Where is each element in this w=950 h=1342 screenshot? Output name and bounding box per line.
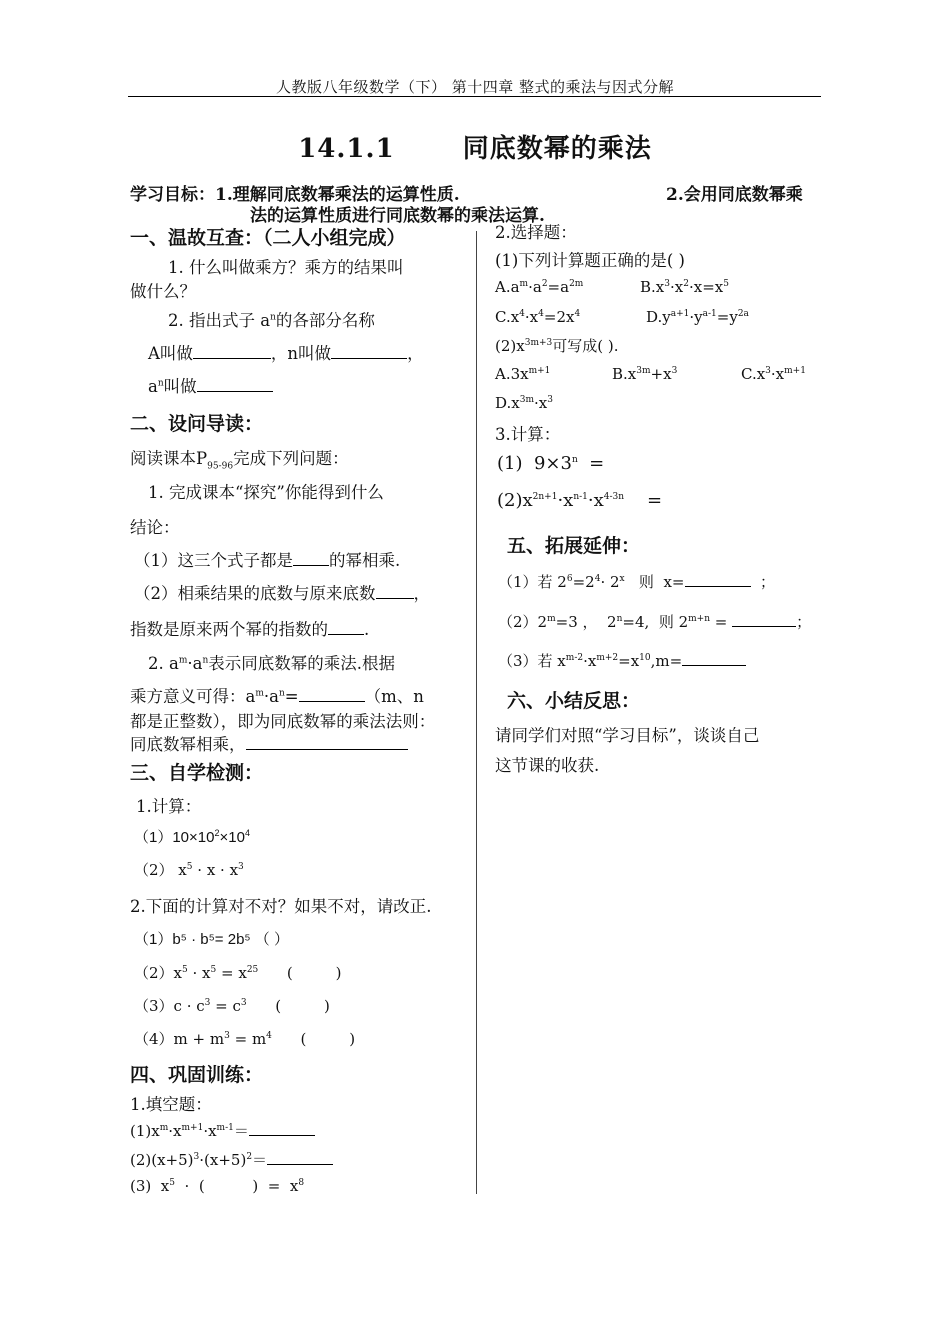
text-segment: · x · x [192, 861, 239, 879]
exponent: m+1 [181, 1123, 204, 1133]
blank-rule[interactable] [246, 735, 408, 750]
compute-heading: 3.计算： [495, 425, 561, 444]
conclusion-1 [134, 547, 400, 571]
exponent: 5 [182, 965, 188, 975]
review-fill-line2 [148, 373, 273, 397]
exponent: m+1 [528, 366, 551, 376]
exponent: n [278, 688, 285, 699]
text-segment: 可写成( ). [552, 337, 619, 355]
exponent: m [159, 1123, 169, 1133]
judge-1: （1）b⁵ · b⁵= 2b⁵ （ ） [134, 931, 289, 948]
text-segment: ； [750, 573, 776, 591]
exponent: 8 [298, 1178, 305, 1188]
exponent: 2a [737, 309, 749, 319]
exponent: 10 [639, 653, 651, 663]
judge-2 [134, 962, 342, 983]
text-segment: ·x [583, 652, 597, 670]
text-segment: ·x [534, 394, 548, 412]
text-segment: 的各部分名称 [275, 311, 375, 330]
exponent: 3 [765, 366, 771, 376]
exponent: m [178, 655, 188, 666]
exponent: 5 [186, 862, 193, 872]
text-segment: D.y [646, 308, 671, 326]
blank-a[interactable] [193, 344, 271, 359]
text-segment: 表示同底数幂的乘法.根据 [208, 654, 396, 673]
text-segment: = [284, 687, 299, 706]
text-segment: (1)x [130, 1122, 160, 1140]
exponent: 2 [246, 1152, 253, 1162]
lesson-number: 14.1.1 [298, 134, 395, 164]
exponent: m+2 [596, 653, 619, 663]
text-segment: = m [229, 1030, 267, 1048]
choice-q1-option-c [495, 308, 580, 326]
text-segment: 则 x= [624, 573, 685, 591]
text-segment: (2)x [497, 490, 533, 511]
lesson-name: 同底数幂的乘法 [462, 134, 652, 164]
exponent: 4-3n [603, 492, 625, 502]
section-1-heading: 一、温故互查：（二人小组完成） [130, 227, 406, 249]
text-segment: （2）相乘结果的底数与原来底数 [134, 584, 376, 603]
text-segment: ·x [670, 278, 684, 296]
text-segment: ·y [689, 308, 703, 326]
exponent: 3 [193, 1152, 200, 1162]
text-segment: D.x [495, 394, 520, 412]
text-segment: (3) x [130, 1177, 170, 1195]
exponent: m-2 [565, 653, 584, 663]
lesson-title [0, 128, 950, 165]
text-segment: ( ) [246, 997, 330, 1015]
choice-q2-option-a [495, 365, 550, 383]
text-segment: （4）m + m [134, 1030, 225, 1048]
judge-3 [134, 995, 330, 1016]
exponent: 2 [541, 279, 548, 289]
exponent: n-1 [573, 492, 588, 502]
text-segment: 乘方意义可得：a [130, 687, 256, 706]
text-segment: a [148, 377, 158, 396]
text-segment: A.3x [495, 365, 529, 383]
page-header: 人教版八年级数学（下） 第十四章 整式的乘法与因式分解 [275, 78, 675, 96]
exponent: m+n [688, 614, 711, 624]
text-segment: （2） x [134, 861, 187, 879]
text-segment: 同底数幂相乘， [130, 735, 246, 754]
exponent: n [571, 455, 578, 465]
text-segment: (2)x [495, 337, 525, 355]
exponent: 2 [683, 279, 689, 289]
exponent: a+1 [670, 309, 690, 319]
exponent: 4 [538, 309, 544, 319]
text-segment: (1) 9×3 [497, 453, 572, 474]
text-segment: . [364, 620, 370, 639]
text-segment: ( ) [258, 964, 342, 982]
text-segment: 阅读课本P [130, 449, 208, 468]
exponent: m [255, 688, 264, 699]
explore-q2-line1 [148, 650, 395, 674]
check-q1: 1.计算： [136, 797, 202, 816]
section-3-heading: 三、自学检测： [130, 762, 264, 784]
text-segment: ( ) [271, 1030, 356, 1048]
text-segment: =x [618, 652, 640, 670]
exponent: 25 [246, 965, 259, 975]
text-segment: （1）若 2 [498, 573, 567, 591]
text-segment: =2 [572, 573, 595, 591]
reflection-line2: 这节课的收获. [495, 756, 600, 775]
exponent: m+1 [784, 366, 806, 376]
text-segment: =2x [543, 308, 575, 326]
text-segment: 2. 指出式子 a [168, 311, 271, 330]
exponent: 3 [664, 279, 670, 289]
text-segment: = [577, 453, 605, 474]
blank-c3[interactable] [328, 620, 364, 635]
objective-2-start: 2.会用同底数幂乘 [666, 185, 803, 205]
exponent: 4 [244, 828, 250, 838]
text-segment: 完成下列问题： [233, 449, 349, 468]
exponent: 4 [574, 309, 581, 319]
choice-q2 [495, 335, 619, 356]
fill-3 [130, 1177, 304, 1195]
text-segment: =a [547, 278, 570, 296]
text-segment: ， [413, 584, 430, 603]
exponent: 5 [169, 1178, 175, 1188]
text-segment: ，n叫做 [270, 344, 332, 363]
explore-q2-line4 [130, 731, 408, 755]
text-segment: ,m= [650, 652, 683, 670]
text-segment: ＝ [233, 1122, 249, 1140]
text-segment: （m、n [364, 687, 424, 706]
extend-1 [498, 571, 775, 592]
exponent: 3 [240, 998, 247, 1008]
objectives-label: 学习目标： [130, 185, 215, 205]
text-segment: 指数是原来两个幂的指数的 [130, 620, 328, 639]
fill-heading: 1.填空题： [130, 1095, 212, 1114]
text-segment: ·x [524, 308, 539, 326]
exponent: m [547, 614, 556, 624]
exponent: 2m [569, 279, 584, 289]
exponent: 4 [594, 574, 601, 584]
choice-q2-option-c [741, 365, 806, 383]
exponent: 3 [204, 998, 211, 1008]
choice-q1-option-b [640, 278, 729, 296]
choice-q2-option-b [612, 365, 677, 383]
blank-c2[interactable] [376, 584, 414, 599]
blank-am-an[interactable] [299, 687, 365, 702]
text-segment: B.x [612, 365, 637, 383]
text-segment: C.x [495, 308, 520, 326]
exponent: 5 [723, 279, 729, 289]
exponent: x [619, 574, 625, 584]
choice-q1-option-d [646, 308, 749, 326]
compute-2 [497, 490, 662, 511]
text-segment: （2）x [134, 964, 183, 982]
conclusion-3 [130, 616, 369, 640]
blank-an[interactable] [197, 377, 273, 392]
column-divider [476, 231, 477, 1194]
exponent: m-1 [216, 1123, 234, 1133]
text-segment: =4, 则 2 [622, 613, 689, 631]
text-segment: ·x=x [688, 278, 724, 296]
blank-c1[interactable] [293, 551, 329, 566]
fill-1 [130, 1120, 315, 1141]
text-segment: 的幂相乘. [329, 551, 401, 570]
review-fill-line1 [148, 340, 424, 364]
extend-3 [498, 650, 746, 671]
explore-q1-line2: 结论： [130, 518, 180, 537]
exponent: m [519, 279, 529, 289]
compute-1 [497, 453, 604, 474]
exponent: n [157, 378, 164, 389]
text-segment: = [710, 613, 733, 631]
blank-f1[interactable] [249, 1121, 315, 1136]
text-segment: +x [650, 365, 672, 383]
choice-q2-option-d [495, 394, 553, 412]
choice-q1-option-a [495, 278, 583, 296]
text-segment: =3 ， 2 [555, 613, 617, 631]
exponent: 3 [238, 862, 244, 872]
blank-e3[interactable] [682, 651, 746, 666]
exponent: 3m [636, 366, 651, 376]
exponent: 4 [519, 309, 525, 319]
fill-2 [130, 1149, 333, 1170]
text-segment: （1）这三个式子都是 [134, 551, 293, 570]
text-segment: ； [796, 613, 812, 631]
text-segment: · 2 [600, 573, 620, 591]
blank-e1[interactable] [685, 572, 751, 587]
text-segment: C.x [741, 365, 766, 383]
judge-4 [134, 1028, 355, 1049]
subscript: 95-96 [207, 461, 234, 472]
section-5-heading: 五、拓展延伸： [507, 535, 641, 557]
check-q2: 2.下面的计算对不对？如果不对，请改正. [130, 897, 432, 916]
read-instruction [130, 445, 349, 472]
extend-2 [498, 611, 811, 632]
text-segment: = x [216, 964, 247, 982]
text-segment: = c [210, 997, 241, 1015]
exponent: a-1 [702, 309, 717, 319]
review-q1-line1: 1. 什么叫做乘方？乘方的结果叫 [168, 258, 404, 277]
blank-n[interactable] [331, 344, 407, 359]
exponent: n [270, 312, 276, 323]
text-segment: ·x [587, 490, 604, 511]
header-rule [128, 96, 821, 97]
explore-q2-line2 [130, 683, 424, 707]
text-segment: 2. a [148, 654, 179, 673]
text-segment: ·x [168, 1122, 182, 1140]
text-segment: ·(x+5) [199, 1151, 247, 1169]
text-segment: （2）2 [498, 613, 548, 631]
exponent: 5 [210, 965, 217, 975]
exponent: 6 [566, 574, 573, 584]
text-segment: ·x [770, 365, 785, 383]
text-segment: · ( ) = x [174, 1177, 299, 1195]
exponent: 2n+1 [532, 492, 558, 502]
review-q2 [168, 307, 375, 331]
text-segment: （3）c · c [134, 997, 205, 1015]
exponent: 3 [224, 1031, 230, 1041]
text-segment: ＝ [252, 1151, 268, 1169]
text-segment: = [624, 490, 663, 511]
text-segment: ×10 [219, 829, 245, 846]
text-segment: ·a [263, 687, 279, 706]
exponent: 3m+3 [524, 338, 553, 348]
text-segment: A.a [495, 278, 520, 296]
objective-1: 1.理解同底数幂乘法的运算性质. [215, 185, 460, 205]
exponent: 3 [547, 395, 553, 405]
text-segment: · x [187, 964, 211, 982]
exponent: 3m [519, 395, 534, 405]
conclusion-2 [134, 580, 430, 604]
text-segment: （3）若 x [498, 652, 566, 670]
blank-f2[interactable] [267, 1150, 333, 1165]
objective-2-end: 法的运算性质进行同底数幂的乘法运算. [250, 206, 545, 226]
text-segment: A叫做 [148, 344, 193, 363]
text-segment: （1）10×10 [134, 829, 215, 846]
choice-heading: 2.选择题： [495, 223, 577, 242]
check-q1-1 [134, 826, 250, 847]
section-2-heading: 二、设问导读： [130, 413, 264, 435]
text-segment: 叫做 [163, 377, 197, 396]
text-segment: ·x [557, 490, 574, 511]
section-4-heading: 四、巩固训练： [130, 1064, 264, 1086]
blank-e2[interactable] [732, 612, 796, 627]
text-segment: ·x [203, 1122, 217, 1140]
exponent: 2 [214, 828, 220, 838]
review-q1-line2: 做什么？ [130, 282, 196, 301]
section-6-heading: 六、小结反思： [507, 690, 641, 712]
explore-q1-line1: 1. 完成课本“探究”你能得到什么 [148, 483, 384, 502]
text-segment: ·a [528, 278, 542, 296]
text-segment: =y [716, 308, 738, 326]
explore-q2-line3: 都是正整数），即为同底数幂的乘法法则： [130, 712, 436, 731]
exponent: n [616, 614, 623, 624]
exponent: n [202, 655, 209, 666]
exponent: 4 [266, 1031, 272, 1041]
check-q1-2 [134, 859, 244, 880]
reflection-line1: 请同学们对照“学习目标”，谈谈自己 [495, 726, 760, 745]
text-segment: B.x [640, 278, 665, 296]
exponent: 3 [671, 366, 678, 376]
choice-q1: (1)下列计算题正确的是( ) [495, 251, 685, 270]
text-segment: ·a [187, 654, 203, 673]
text-segment: (2)(x+5) [130, 1151, 194, 1169]
text-segment: ， [407, 344, 424, 363]
